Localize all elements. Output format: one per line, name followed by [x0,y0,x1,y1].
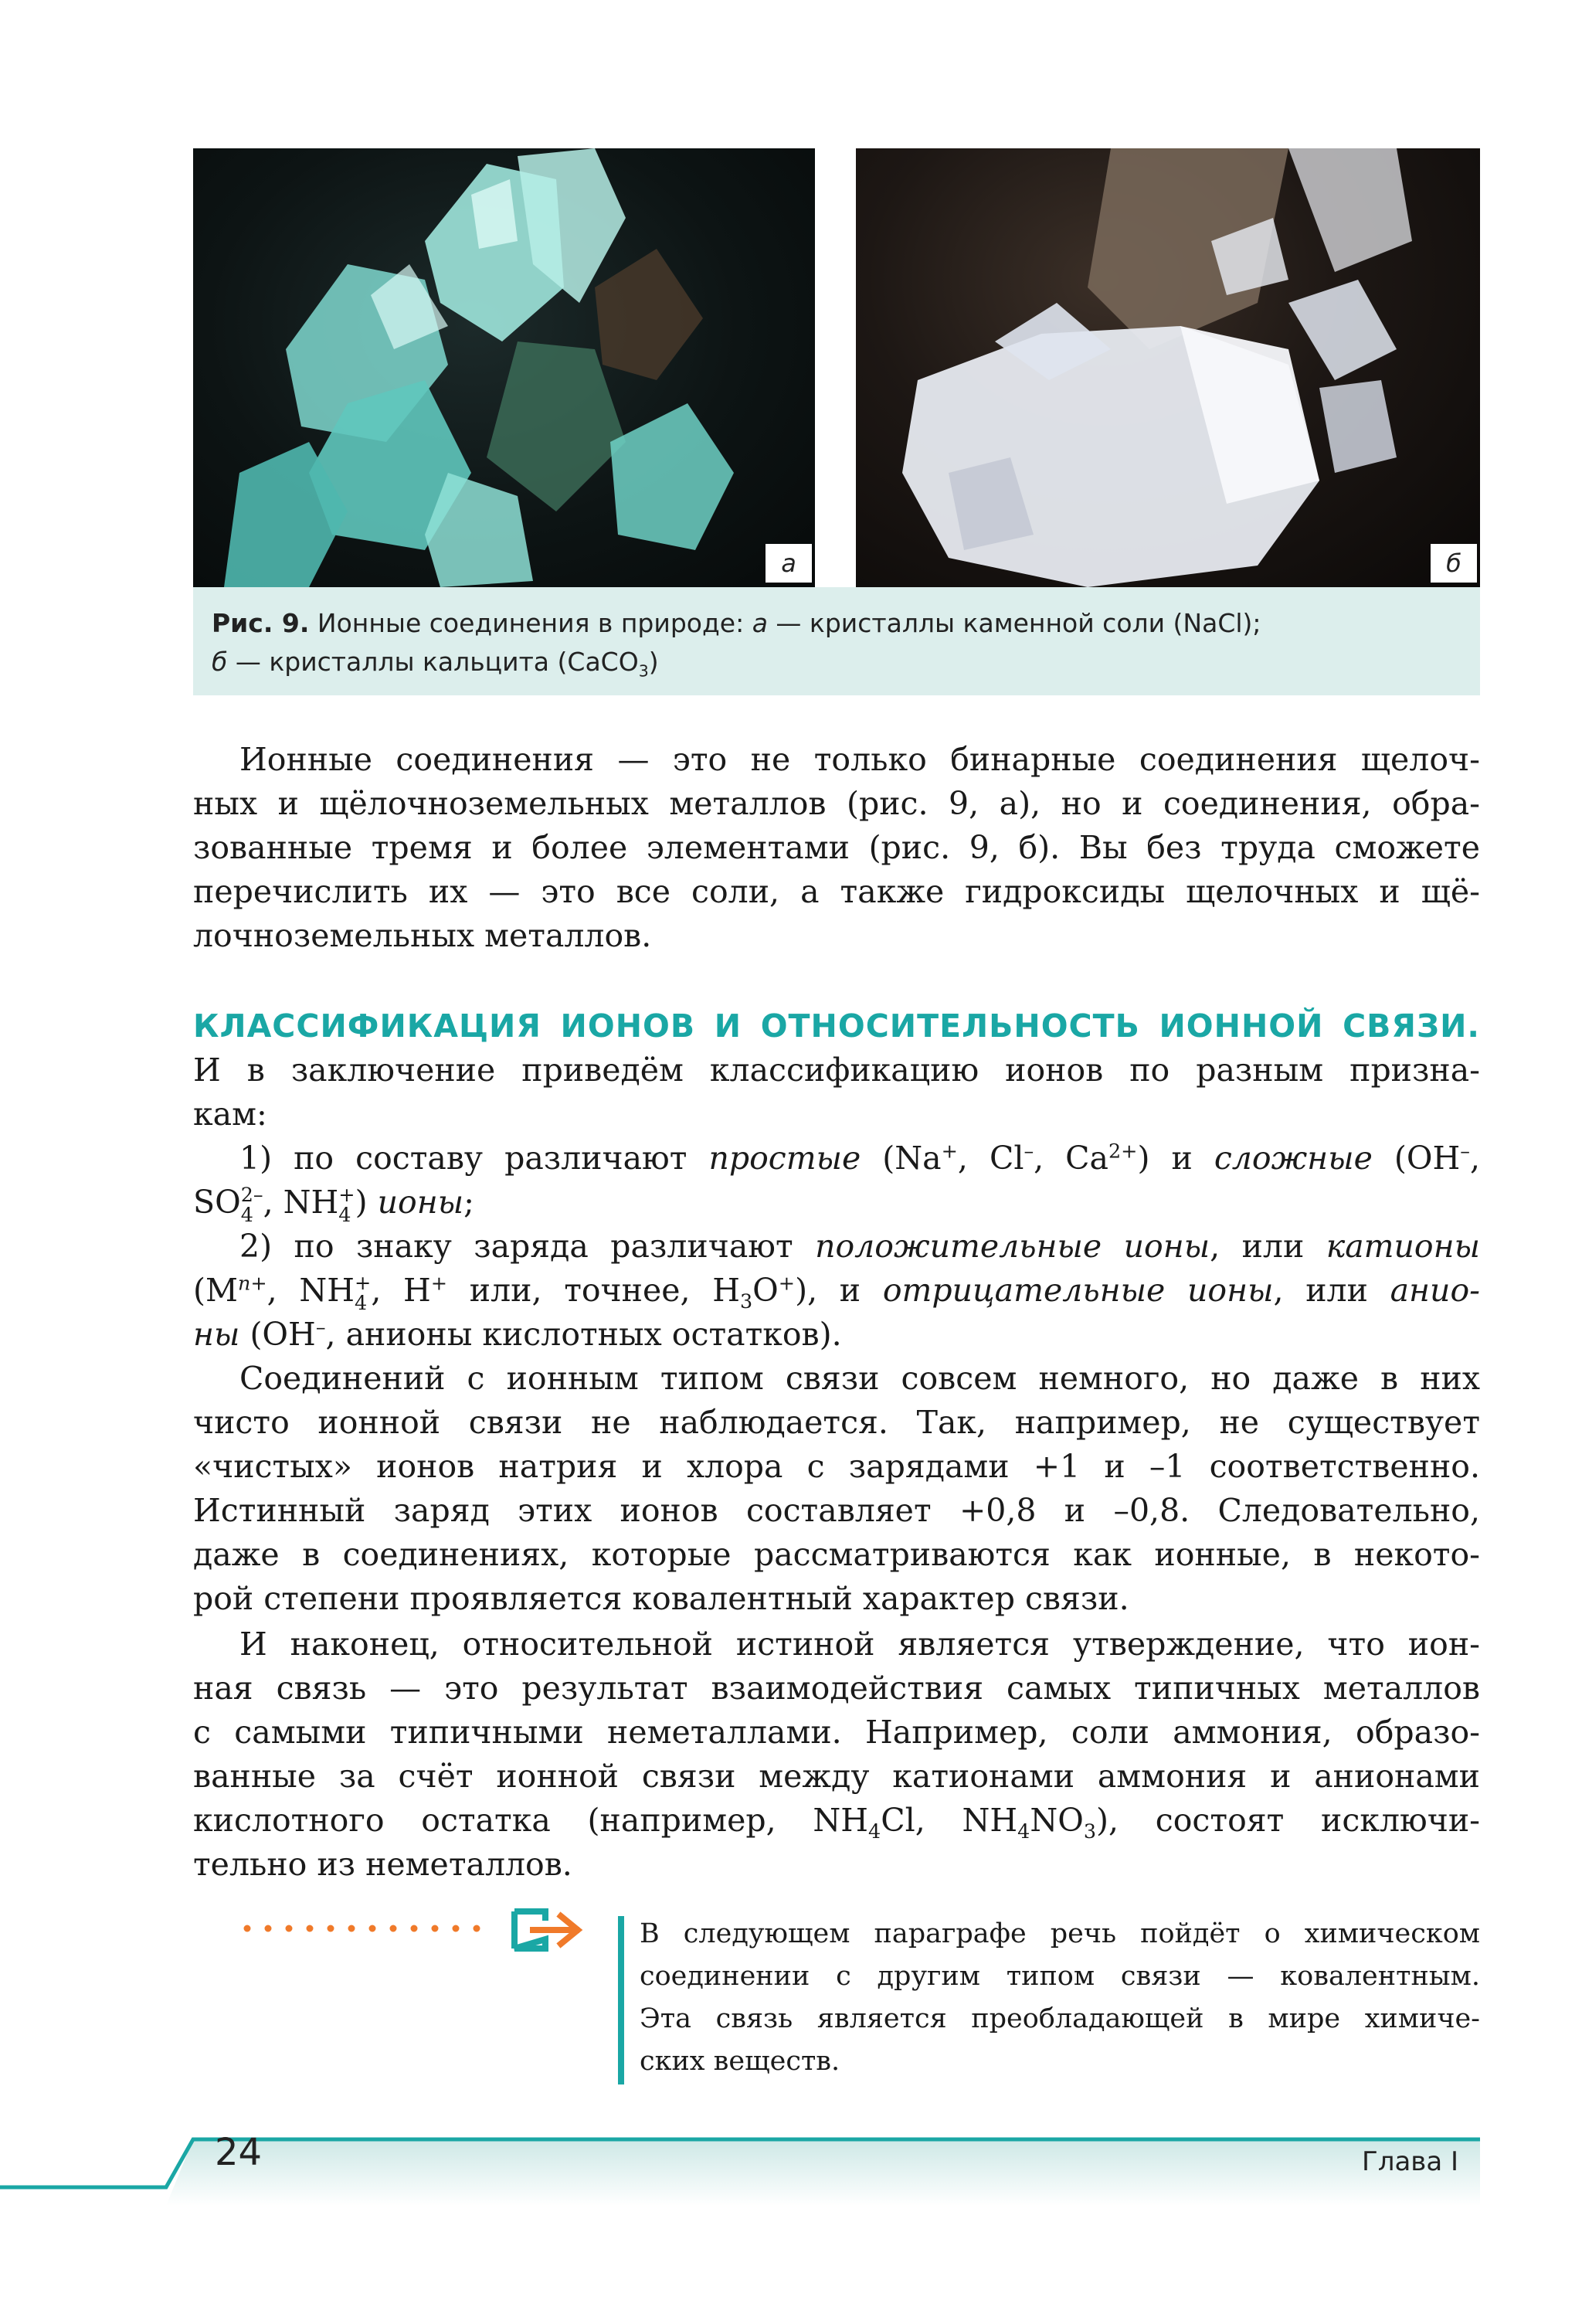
caption-text: Ионные соединения в природе: [309,608,752,638]
next-section-arrow-icon [510,1907,587,1953]
term-positive-ions: положительные ионы [815,1228,1210,1265]
paragraph-classification-intro [193,1048,1480,1137]
photo-label-a: а [766,544,812,583]
term-anions: анио- [1390,1272,1481,1309]
list-item-charge [193,1225,1480,1357]
text-line: перечислить их — это все соли, а также гидроксиды щелочных и щё- [193,873,1480,910]
text-line: ны (OH–, анионы кислотных остатков). [193,1315,842,1353]
crystal-illustration-b [856,148,1480,587]
section-heading: КЛАССИФИКАЦИЯ ИОНОВ И ОТНОСИТЕЛЬНОСТЬ ИОННОЙ СВЯЗИ. [193,1007,1480,1045]
term-simple: простые [708,1140,861,1177]
chapter-label: Глава I [1361,2146,1458,2177]
text-line: 1) по составу различают простые (Na+, Cl–, $Ca^{2+}$) и сложные (OH–, [239,1139,1480,1177]
list-item-composition [193,1137,1480,1225]
text-line: В следующем параграфе речь пойдёт о химическом [640,1918,1480,1949]
caption-text: — кристаллы кальцита (CaCO [227,647,639,677]
paragraph-covalent-character [193,1357,1480,1621]
text-line: Соединений с ионным типом связи совсем немного, но даже в них [239,1360,1480,1397]
photo-label-b: б [1431,544,1477,583]
caption-letter-a: а [752,608,768,638]
text-line: даже в соединениях, которые рассматриваются как ионные, в некото- [193,1536,1480,1573]
paragraph-ionic-compounds [193,738,1480,958]
caption-label: Рис. 9. [212,608,310,638]
caption-text: ) [648,647,659,677]
term-cations: катионы [1326,1228,1481,1265]
text-line: «чистых» ионов натрия и хлора с зарядами +1 и –1 соответственно. [193,1448,1480,1485]
text-line: ная связь — это результат взаимодействия самых типичных металлов [193,1670,1480,1707]
next-section-note [640,1913,1480,2083]
text-line: И наконец, относительной истиной является утверждение, что ион- [239,1626,1480,1663]
text-line: ных и щёлочноземельных металлов (рис. 9, а), но и соединения, обра- [193,785,1480,822]
page-number: 24 [215,2131,263,2174]
text-line: ($M^{n+}$, NH + 4 , H+ или, точнее, $H_3O^+$), и отрицательные ионы, или анио- [193,1271,1481,1314]
term-complex: сложные [1214,1140,1373,1177]
caption-line-2 [212,643,1461,681]
text-line: И в заключение приведём классификацию ионов по разным призна- [193,1052,1480,1089]
text-line: соединении с другим типом связи — ковалентным. [640,1961,1480,1992]
caption-letter-b: б [212,647,228,677]
text-line: кам: [193,1096,267,1133]
caption-subscript: 3 [638,661,649,681]
text-line: Истинный заряд этих ионов составляет +0,8 и –0,8. Следовательно, [193,1492,1480,1529]
text-line: SO 2– 4 , NH + 4 ) ионы; [193,1183,474,1226]
text-line: ских веществ. [640,2046,840,2077]
text-line: Ионные соединения — это не только бинарные соединения щелоч- [239,741,1480,778]
text-line: тельно из неметаллов. [193,1846,572,1883]
text-line: кислотного остатка (например, $NH_4Cl$, $NH_4NO_3$), состоят исключи- [193,1802,1480,1843]
text-line: ванные за счёт ионной связи между катионами аммония и анионами [193,1758,1480,1795]
text-line: зованные тремя и более элементами (рис. 9, б). Вы без труда сможете [193,829,1480,866]
note-accent-bar [618,1916,624,2084]
text-line: рой степени проявляется ковалентный характер связи. [193,1580,1129,1617]
term-negative-ions: отрицательные ионы [882,1272,1274,1309]
text-line: лочноземельных металлов. [193,917,652,954]
crystal-illustration-a [193,148,815,587]
caption-line-1 [212,604,1461,643]
text-line: 2) по знаку заряда различают положительные ионы, или катионы [239,1228,1481,1265]
photo-calcite-crystals [856,148,1480,587]
text-line: с самыми типичными неметаллами. Например, соли аммония, образо- [193,1714,1480,1751]
paragraph-relative-truth [193,1622,1480,1887]
text-line: Эта связь является преобладающей в мире химиче- [640,2003,1480,2034]
dotted-leader [243,1925,491,1932]
figure-caption [193,587,1480,695]
caption-text: — кристаллы каменной соли (NaCl); [767,608,1261,638]
photo-rock-salt-crystals [193,148,815,587]
term-ions: ионы [377,1184,464,1221]
text-line: чисто ионной связи не наблюдается. Так, например, не существует [193,1404,1480,1441]
